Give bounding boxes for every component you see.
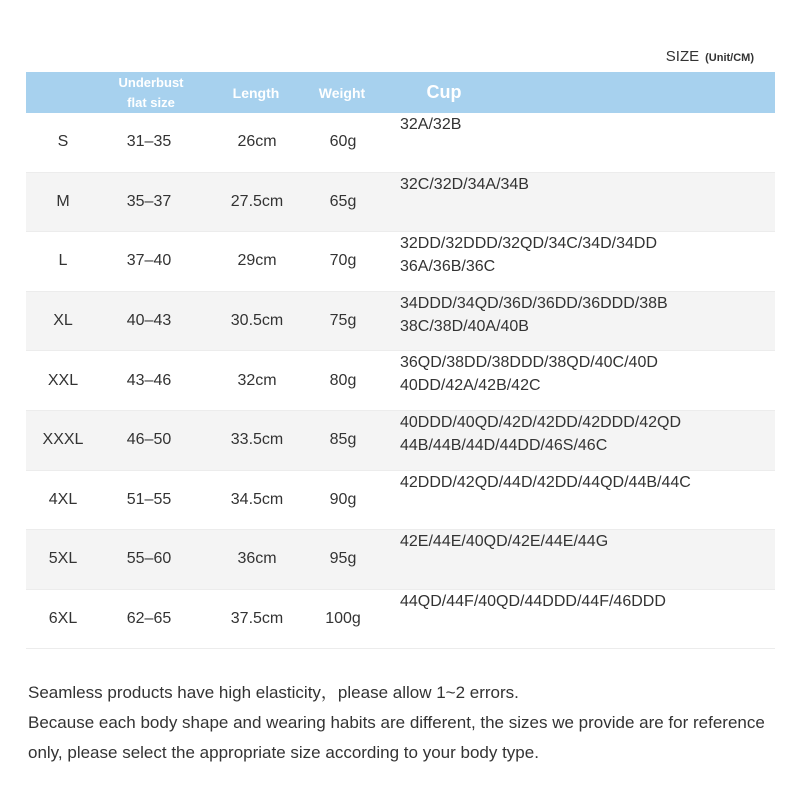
cup-line: 40DD/42A/42B/42C <box>400 377 541 395</box>
cell-weight: 100g <box>325 610 361 628</box>
cell-size: XXXL <box>42 431 84 449</box>
cell-size: L <box>58 252 68 270</box>
table-row <box>26 173 775 233</box>
cell-length: 29cm <box>237 252 277 270</box>
cup-line: 32DD/32DDD/32QD/34C/34D/34DD <box>400 235 657 253</box>
cell-underbust: 37–40 <box>126 252 172 270</box>
cell-length: 30.5cm <box>230 312 284 330</box>
cell-underbust: 55–60 <box>126 550 172 568</box>
cell-length: 37.5cm <box>230 610 284 628</box>
cell-underbust: 40–43 <box>126 312 172 330</box>
table-header <box>26 72 775 113</box>
header-weight: Weight <box>318 84 366 101</box>
header-underbust-line2: flat size <box>127 94 175 110</box>
cup-line: 40DDD/40QD/42D/42DD/42DDD/42QD <box>400 413 681 431</box>
note-elasticity: Seamless products have high elasticity，please allow 1~2 errors. <box>28 683 519 702</box>
cell-size: 6XL <box>48 610 78 628</box>
cell-length: 26cm <box>237 133 277 151</box>
header-cup: Cup <box>426 82 462 102</box>
cell-weight: 65g <box>329 192 357 210</box>
header-length: Length <box>232 84 280 101</box>
unit-text: (Unit/CM) <box>705 52 754 64</box>
cell-underbust: 51–55 <box>126 490 172 508</box>
cell-size: XXL <box>47 371 79 389</box>
table-row <box>26 232 775 292</box>
size-chart-table <box>26 72 775 649</box>
cell-cup <box>400 173 775 232</box>
cell-underbust: 31–35 <box>126 133 172 151</box>
table-row <box>26 530 775 590</box>
table-row <box>26 113 775 173</box>
cell-size: 5XL <box>48 550 78 568</box>
cell-length: 27.5cm <box>230 192 284 210</box>
cell-cup <box>400 232 775 291</box>
cell-weight: 90g <box>329 490 357 508</box>
cup-line: 42DDD/42QD/44D/42DD/44QD/44B/44C <box>400 473 691 491</box>
cell-weight: 70g <box>329 252 357 270</box>
table-row <box>26 411 775 471</box>
table-row <box>26 292 775 352</box>
note-reference: Because each body shape and wearing habits are different, the sizes we provide are for reference only, please select the appropriate size according to your body type. <box>28 713 765 762</box>
header-underbust-line1: Underbust <box>118 74 184 90</box>
cell-size: S <box>57 133 69 151</box>
cup-line: 44B/44B/44D/44DD/46S/46C <box>400 436 608 454</box>
cell-underbust: 43–46 <box>126 371 172 389</box>
table-row <box>26 351 775 411</box>
cell-underbust: 46–50 <box>126 431 172 449</box>
cell-weight: 95g <box>329 550 357 568</box>
cell-cup <box>400 351 775 410</box>
cell-underbust: 35–37 <box>126 192 172 210</box>
cup-line: 32C/32D/34A/34B <box>400 175 529 193</box>
cell-weight: 75g <box>329 312 357 330</box>
table-row <box>26 590 775 650</box>
cell-cup <box>400 292 775 351</box>
cup-line: 36QD/38DD/38DDD/38QD/40C/40D <box>400 354 658 372</box>
cell-cup <box>400 471 775 530</box>
cell-weight: 85g <box>329 431 357 449</box>
cell-length: 32cm <box>237 371 277 389</box>
notes <box>28 678 788 768</box>
cell-length: 34.5cm <box>230 490 284 508</box>
cell-size: M <box>56 192 70 210</box>
cell-length: 33.5cm <box>230 431 284 449</box>
cell-size: 4XL <box>48 490 78 508</box>
size-word: SIZE <box>665 48 700 65</box>
cell-size: XL <box>53 312 73 330</box>
cup-line: 32A/32B <box>400 116 462 133</box>
cell-cup <box>400 113 775 172</box>
cup-line: 34DDD/34QD/36D/36DD/36DDD/38B <box>400 294 668 312</box>
cup-line: 42E/44E/40QD/42E/44E/44G <box>400 533 609 551</box>
cell-cup <box>400 590 775 649</box>
cup-line: 38C/38D/40A/40B <box>400 317 529 335</box>
header-underbust <box>96 72 206 113</box>
cell-underbust: 62–65 <box>126 610 172 628</box>
unit-label <box>666 48 754 65</box>
cell-cup <box>400 411 775 470</box>
cell-weight: 60g <box>329 133 357 151</box>
cell-length: 36cm <box>237 550 277 568</box>
table-row <box>26 471 775 531</box>
cup-line: 36A/36B/36C <box>400 258 496 276</box>
cell-weight: 80g <box>329 371 357 389</box>
cell-cup <box>400 530 775 589</box>
cup-line: 44QD/44F/40QD/44DDD/44F/46DDD <box>400 592 666 610</box>
